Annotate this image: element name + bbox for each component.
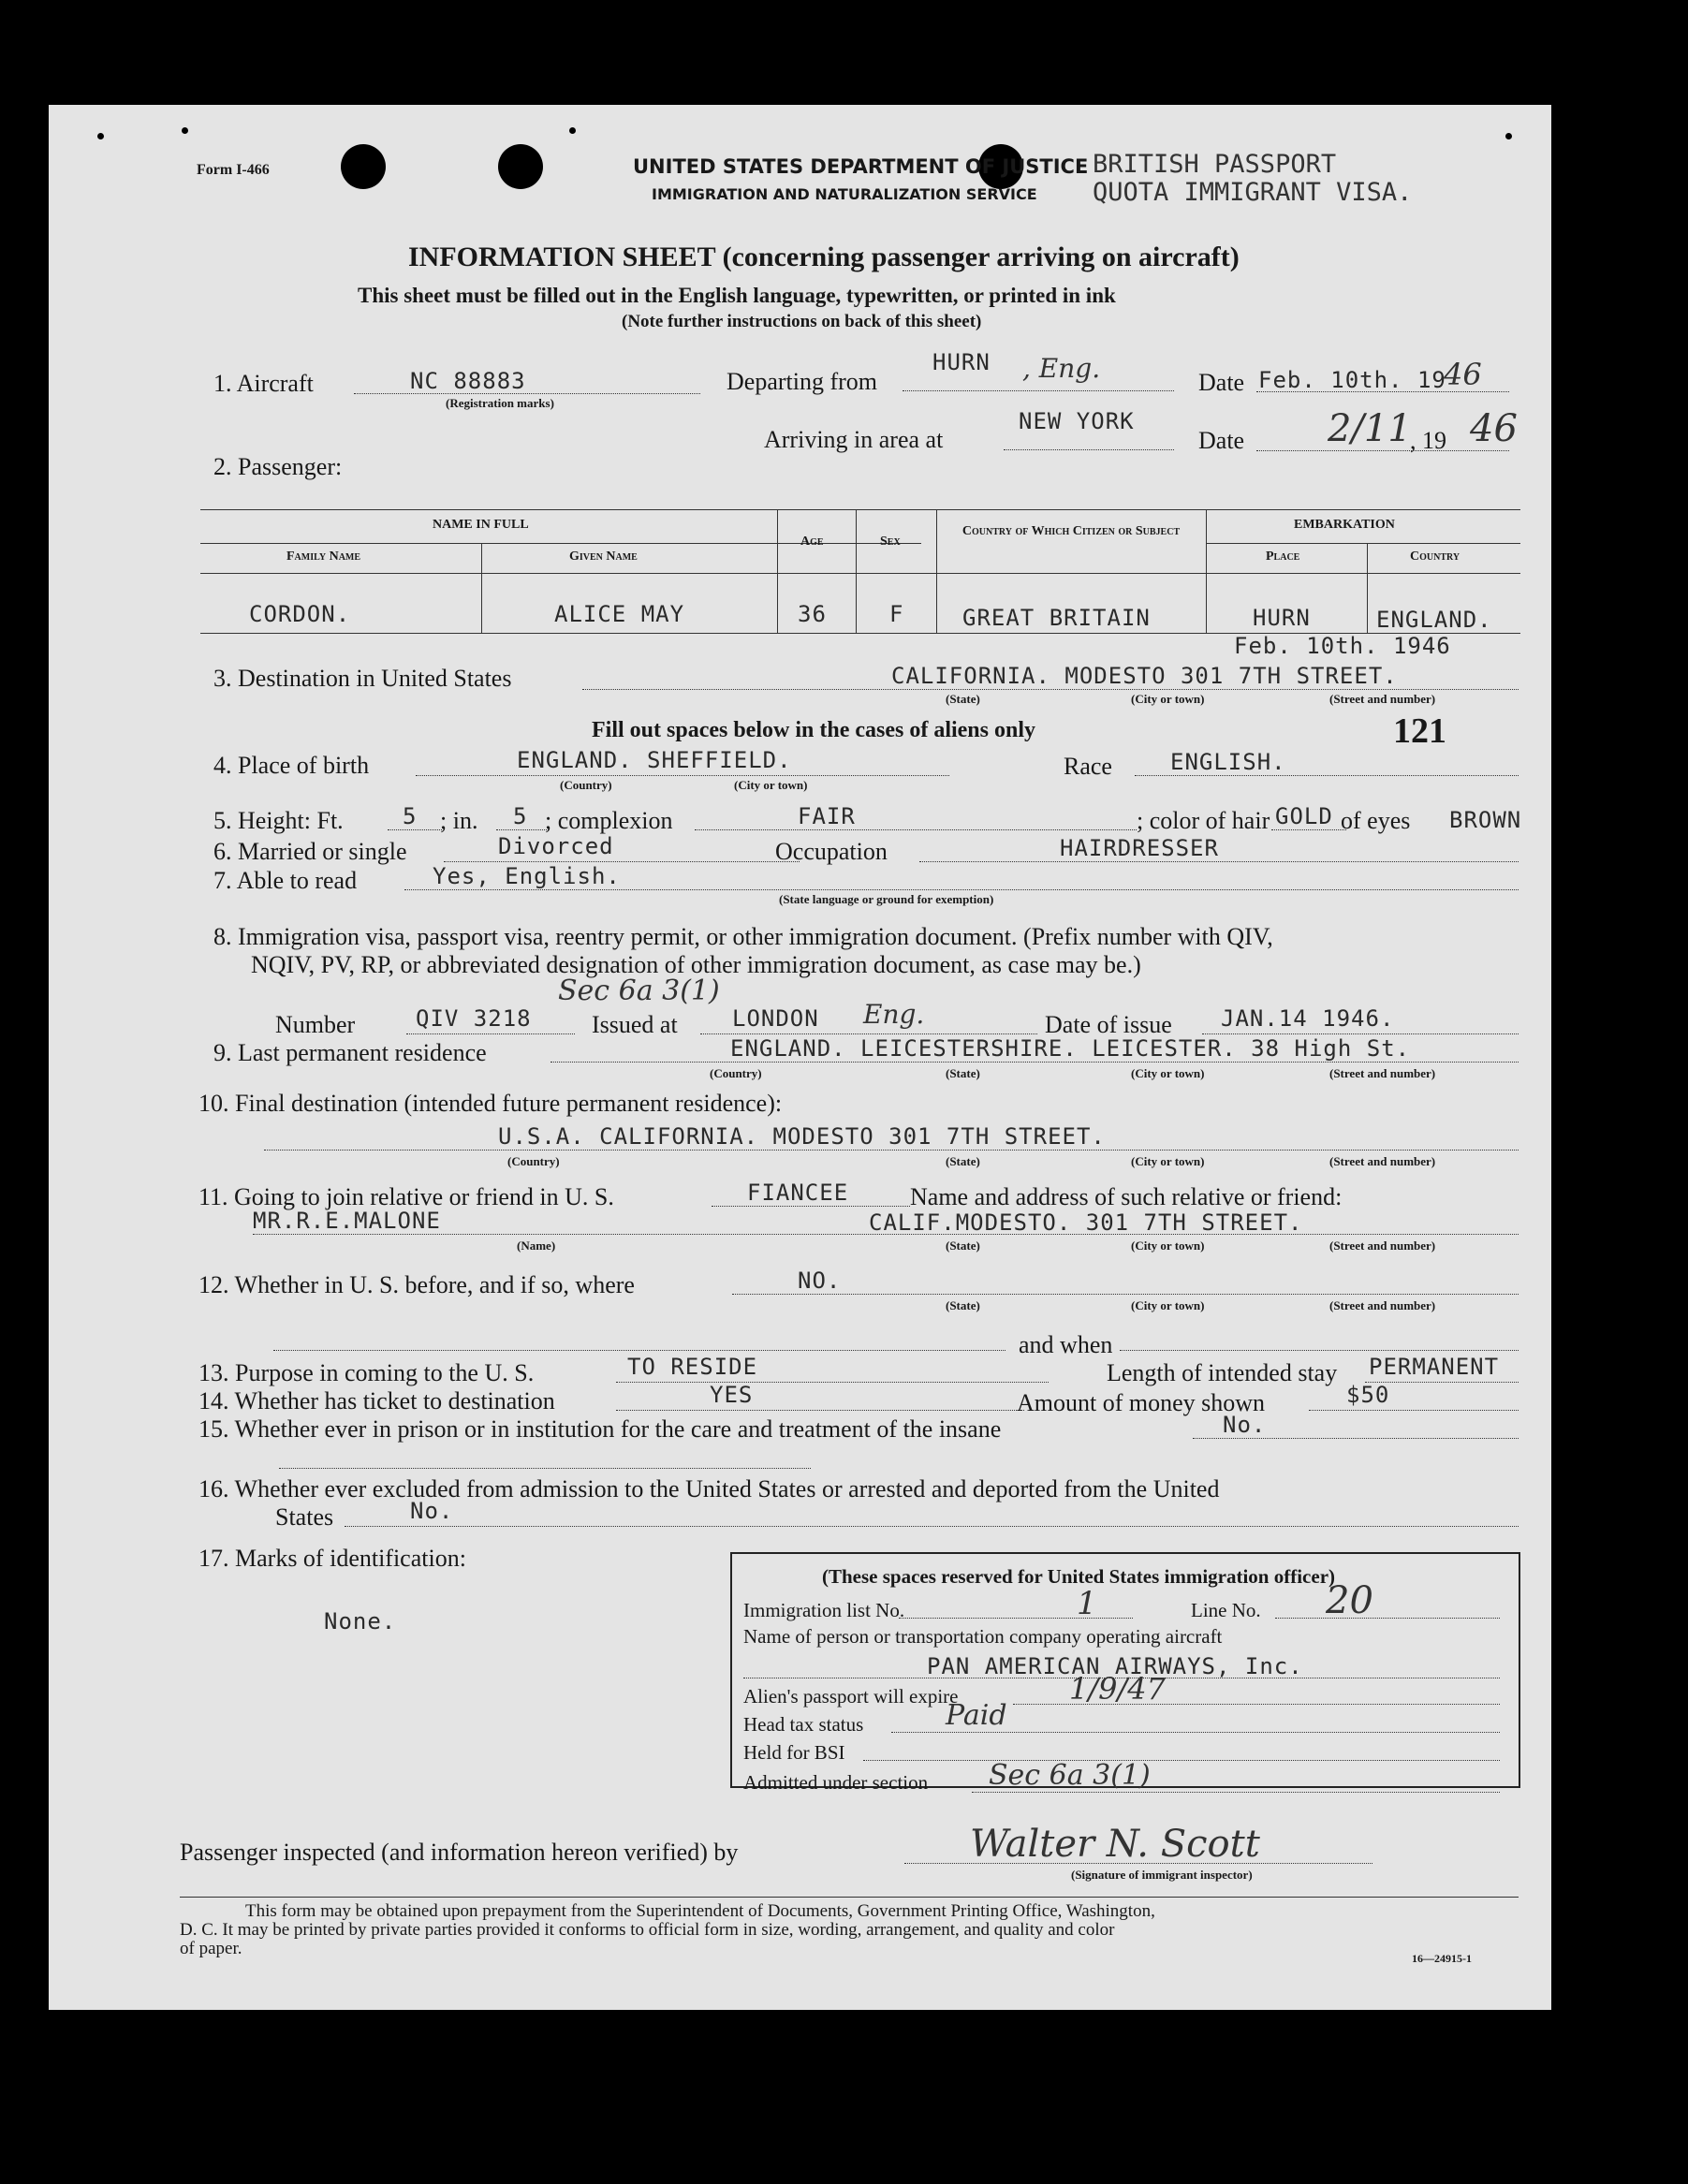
officer-box-heading: (These spaces reserved for United States immigration officer) [822, 1565, 1336, 1588]
complexion-value: FAIR [798, 803, 856, 829]
stamp-british-passport: BRITISH PASSPORT [1093, 150, 1337, 179]
departing-label: Departing from [727, 368, 878, 395]
punch-hole-left [341, 144, 386, 189]
bsi-label: Held for BSI [743, 1741, 845, 1764]
marks-label: 17. Marks of identification: [198, 1545, 466, 1572]
aircraft-registration: NC 88883 [410, 368, 526, 394]
visa-label-line2: NQIV, PV, RP, or abbreviated designation of other immigration document, as case may be.) [251, 951, 1141, 978]
caption-state: (State) [946, 1298, 980, 1312]
stamp-quota-visa: QUOTA IMMIGRANT VISA. [1093, 178, 1413, 207]
final-destination-label: 10. Final destination (intended future permanent residence): [198, 1090, 783, 1117]
embark-country-header: Country [1410, 550, 1460, 564]
citizen-value: GREAT BRITAIN [962, 605, 1151, 631]
issue-date: JAN.14 1946. [1221, 1005, 1395, 1032]
excluded-label-line1: 16. Whether ever excluded from admission to the United States or arrested and deported from the United [198, 1475, 1220, 1502]
departure-date-label: Date [1198, 369, 1245, 396]
issued-at-value: LONDON [732, 1005, 819, 1032]
birth-value: ENGLAND. SHEFFIELD. [517, 747, 792, 773]
caption-state: (State) [946, 1066, 980, 1080]
embarkation-header: EMBARKATION [1294, 518, 1395, 532]
arrival-year: 46 [1470, 407, 1518, 450]
caption-country: (Country) [560, 778, 612, 792]
married-label: 6. Married or single [213, 838, 407, 865]
expire-value: 1/9/47 [1069, 1671, 1166, 1707]
eyes-label: of eyes [1341, 807, 1411, 834]
page-title: INFORMATION SHEET (concerning passenger arriving on aircraft) [408, 242, 1240, 272]
read-label: 7. Able to read [213, 867, 358, 894]
embark-country-value: ENGLAND. [1376, 607, 1492, 633]
inspector-signature: Walter N. Scott [970, 1823, 1260, 1866]
before-label: 12. Whether in U. S. before, and if so, where [198, 1271, 635, 1298]
form-code: 16—24915-1 [1412, 1952, 1472, 1965]
caption-state: (State) [946, 1154, 980, 1168]
race-value: ENGLISH. [1170, 749, 1286, 775]
destination-label: 3. Destination in United States [213, 665, 512, 692]
visa-number-label: Number [275, 1011, 356, 1038]
caption-street: (Street and number) [1329, 1066, 1436, 1080]
caption-city: (City or town) [1131, 1298, 1205, 1312]
departure-year: 46 [1444, 357, 1482, 392]
age-header: Age [800, 535, 824, 549]
caption-city: (City or town) [1131, 692, 1205, 706]
length-label: Length of intended stay [1107, 1359, 1338, 1386]
binding-dot [182, 127, 188, 134]
purpose-label: 13. Purpose in coming to the U. S. [198, 1359, 535, 1386]
title-note: (Note further instructions on back of this sheet) [622, 312, 982, 331]
height-ft: 5 [403, 803, 418, 829]
prison-label: 15. Whether ever in prison or in institution for the care and treatment of the insane [198, 1415, 1002, 1443]
money-label: Amount of money shown [1017, 1389, 1266, 1416]
caption-city: (City or town) [1131, 1066, 1205, 1080]
caption-name: (Name) [517, 1239, 556, 1253]
excluded-label-line2: States [275, 1503, 334, 1531]
race-label: Race [1064, 753, 1112, 780]
visa-hand-note: Sec 6a 3(1) [558, 975, 720, 1007]
and-when-label: and when [1019, 1331, 1113, 1358]
arrival-year-prefix: , 19 [1410, 427, 1446, 454]
footer-line3: of paper. [180, 1939, 242, 1958]
service-name: IMMIGRATION AND NATURALIZATION SERVICE [652, 185, 1037, 203]
embark-place-value: HURN [1253, 605, 1311, 631]
section-label: Admitted under section [743, 1771, 929, 1794]
length-value: PERMANENT [1369, 1354, 1500, 1380]
name-in-full-header: NAME IN FULL [433, 518, 529, 532]
read-value: Yes, English. [433, 863, 621, 889]
given-name-header: Given Name [569, 550, 638, 564]
hair-value: GOLD [1275, 803, 1333, 829]
caption-street: (Street and number) [1329, 692, 1436, 706]
ticket-label: 14. Whether has ticket to destination [198, 1387, 555, 1414]
footer-line1: This form may be obtained upon prepayment from the Superintendent of Documents, Government Printing Office, Washington, [245, 1901, 1155, 1921]
tax-value: Paid [946, 1699, 1007, 1732]
binding-dot [569, 127, 576, 134]
embark-date: Feb. 10th. 1946 [1234, 633, 1451, 659]
punch-hole-center [498, 144, 543, 189]
family-name-value: CORDON. [249, 601, 351, 627]
list-value: 1 [1077, 1585, 1097, 1622]
company-value: PAN AMERICAN AIRWAYS, Inc. [927, 1653, 1303, 1679]
birth-label: 4. Place of birth [213, 752, 370, 779]
residence-value: ENGLAND. LEICESTERSHIRE. LEICESTER. 38 High St. [730, 1035, 1411, 1062]
residence-label: 9. Last permanent residence [213, 1039, 487, 1066]
complexion-label: ; complexion [545, 807, 673, 834]
excluded-value: No. [410, 1498, 454, 1524]
join-label: 11. Going to join relative or friend in U. S. [198, 1183, 614, 1210]
family-name-header: Family Name [286, 550, 361, 564]
line-label: Line No. [1191, 1599, 1261, 1621]
final-destination-value: U.S.A. CALIFORNIA. MODESTO 301 7TH STREET. [498, 1123, 1106, 1150]
registration-caption: (Registration marks) [446, 396, 554, 410]
issued-at-label: Issued at [592, 1011, 678, 1038]
destination-value: CALIFORNIA. MODESTO 301 7TH STREET. [891, 663, 1398, 689]
department-name: UNITED STATES DEPARTMENT OF JUSTICE [633, 155, 1089, 178]
occupation-label: Occupation [775, 838, 888, 865]
passenger-label: 2. Passenger: [213, 453, 343, 480]
departure-date: Feb. 10th. 19 [1258, 367, 1446, 393]
before-value: NO. [798, 1268, 842, 1294]
eyes-value: BROWN [1449, 807, 1522, 833]
arrival-date: 2/11 [1328, 407, 1412, 450]
tax-label: Head tax status [743, 1713, 864, 1736]
age-value: 36 [798, 601, 827, 627]
sex-value: F [889, 601, 904, 627]
issue-date-label: Date of issue [1045, 1011, 1172, 1038]
read-caption: (State language or ground for exemption) [779, 892, 994, 906]
expire-label: Alien's passport will expire [743, 1685, 959, 1708]
arrival-date-label: Date [1198, 427, 1245, 454]
form-sheet [49, 105, 1551, 2010]
ticket-value: YES [710, 1382, 754, 1408]
join-value: FIANCEE [747, 1180, 849, 1206]
visa-label-line1: 8. Immigration visa, passport visa, reentry permit, or other immigration document. (Prefix number with QIV, [213, 923, 1273, 950]
given-name-value: ALICE MAY [554, 601, 685, 627]
caption-street: (Street and number) [1329, 1298, 1436, 1312]
section-value: Sec 6a 3(1) [989, 1759, 1151, 1792]
caption-street: (Street and number) [1329, 1239, 1436, 1253]
company-label: Name of person or transportation company operating aircraft [743, 1625, 1223, 1648]
friend-name: MR.R.E.MALONE [253, 1208, 441, 1234]
height-in: 5 [513, 803, 528, 829]
caption-city: (City or town) [734, 778, 808, 792]
binding-dot [1505, 133, 1512, 139]
issued-hand: Eng. [863, 999, 925, 1030]
money-value: $50 [1346, 1382, 1390, 1408]
purpose-value: TO RESIDE [627, 1354, 758, 1380]
marks-value: None. [324, 1608, 397, 1634]
name-address-label: Name and address of such relative or friend: [910, 1183, 1343, 1210]
signature-caption: (Signature of immigrant inspector) [1071, 1868, 1253, 1882]
citizen-country-header: Country of Which Citizen or Subject [961, 524, 1181, 538]
occupation-value: HAIRDRESSER [1060, 835, 1219, 861]
aliens-heading: Fill out spaces below in the cases of aliens only [592, 718, 1036, 742]
arriving-at: NEW YORK [1019, 408, 1135, 434]
footer-line2: D. C. It may be printed by private parties provided it conforms to official form in size, wording, arrangement, and quality and color [180, 1920, 1115, 1940]
line-value: 20 [1326, 1579, 1373, 1622]
form-id: Form I-466 [197, 162, 270, 178]
married-value: Divorced [498, 833, 614, 859]
caption-state: (State) [946, 1239, 980, 1253]
height-label: 5. Height: Ft. [213, 807, 344, 834]
binding-dot [97, 133, 104, 139]
departing-hand: , Eng. [1022, 353, 1101, 384]
caption-city: (City or town) [1131, 1239, 1205, 1253]
friend-address: CALIF.MODESTO. 301 7TH STREET. [869, 1209, 1303, 1236]
aircraft-label: 1. Aircraft [213, 370, 314, 397]
visa-number: QIV 3218 [416, 1005, 532, 1032]
title-subtext: This sheet must be filled out in the English language, typewritten, or printed in ink [358, 284, 1116, 307]
list-label: Immigration list No. [743, 1599, 905, 1621]
stamp-number: 121 [1393, 711, 1446, 751]
caption-street: (Street and number) [1329, 1154, 1436, 1168]
arriving-label: Arriving in area at [764, 426, 944, 453]
caption-city: (City or town) [1131, 1154, 1205, 1168]
caption-country: (Country) [507, 1154, 560, 1168]
embark-place-header: Place [1266, 550, 1300, 564]
departing-from: HURN [932, 349, 991, 375]
hair-label: ; color of hair [1137, 807, 1270, 834]
inspection-label: Passenger inspected (and information hereon verified) by [180, 1839, 739, 1866]
caption-state: (State) [946, 692, 980, 706]
caption-country: (Country) [710, 1066, 762, 1080]
sex-header: Sex [880, 535, 901, 549]
inches-label: ; in. [440, 807, 478, 834]
prison-value: No. [1223, 1412, 1267, 1438]
